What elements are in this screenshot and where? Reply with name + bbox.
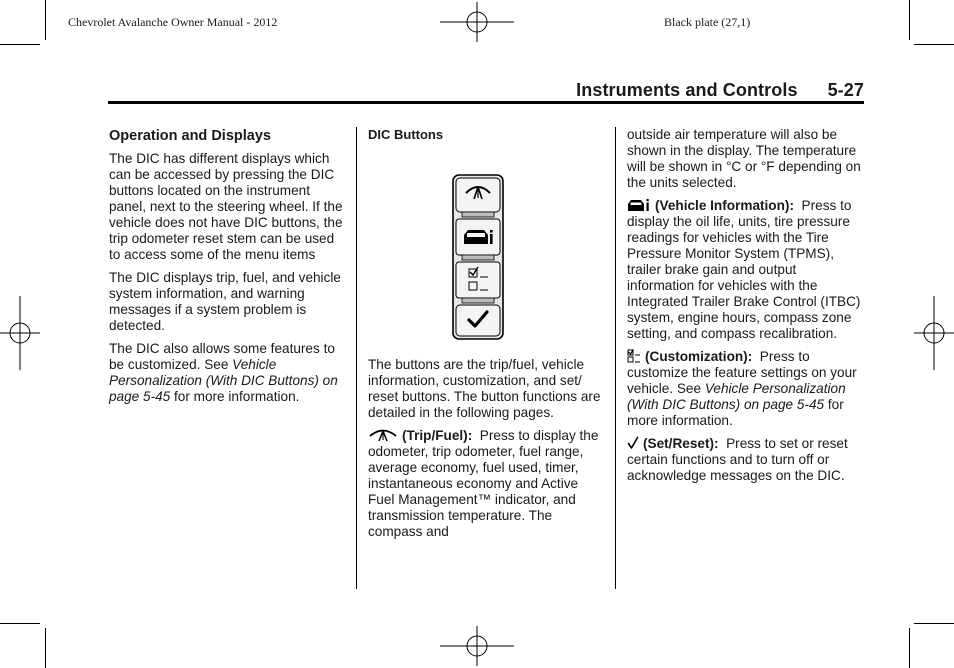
paragraph-vehicle-information <box>627 198 867 342</box>
text: Press to display the oil life, units, tire pressure readings for vehicles with the Tire Pressure Monitor System (TPMS), trailer brake gain and output information for vehicles with the Integrated Trailer Brake Control (ITBC) system, engine hours, compass zone setting, and compass recalibration. <box>627 198 861 341</box>
paragraph: The buttons are the trip/fuel, vehicle information, customization, and set/ reset buttons. The button functions are detailed in the following pages. <box>368 357 601 420</box>
page-number: 5-27 <box>827 80 864 100</box>
crop-mark <box>0 44 40 45</box>
trip-fuel-label: (Trip/Fuel): <box>402 428 473 443</box>
set-reset-label: (Set/Reset): <box>643 436 719 451</box>
crop-mark <box>914 44 954 45</box>
text: Press to display the odometer, trip odometer, fuel range, average economy, fuel used, timer, instantaneous economy and Active Fuel Management™ indicator, and transmission temperature. The compass and <box>368 428 599 539</box>
vehicle-information-icon <box>627 198 651 212</box>
registration-mark-icon <box>914 296 954 370</box>
section-title: Instruments and Controls <box>576 80 798 100</box>
cross-reference-link[interactable]: Vehicle Personalization (With DIC Buttons) on page 5-45 <box>109 357 338 404</box>
crop-mark <box>45 0 46 40</box>
paragraph-customization <box>627 349 867 429</box>
column-1 <box>109 127 349 412</box>
paragraph: outside air temperature will also be shown in the display. The temperature will be shown in °C or °F depending on the units selected. <box>627 127 861 190</box>
crop-mark <box>45 628 46 668</box>
column-2-body <box>368 357 608 547</box>
paragraph-trip-fuel <box>368 428 608 540</box>
cross-reference-link[interactable]: Vehicle Personalization (With DIC Buttons) on page 5-45 <box>627 381 846 412</box>
registration-mark-icon <box>0 296 40 370</box>
checkmark-icon <box>627 436 639 450</box>
text: The DIC also allows some features to be customized. See <box>109 341 335 372</box>
heading-dic-buttons: DIC Buttons <box>368 127 444 142</box>
manual-title: Chevrolet Avalanche Owner Manual - 2012 <box>68 15 278 29</box>
vehicle-information-label: (Vehicle Information): <box>655 198 794 213</box>
paragraph: The DIC has different displays which can be accessed by pressing the DIC buttons located on the instrument panel, next to the steering wheel. If the vehicle does not have DIC buttons, the trip odometer reset stem can be used to access some of the menu items <box>109 151 343 262</box>
header-rule <box>108 101 864 104</box>
crop-mark <box>914 623 954 624</box>
text: Press to customize the feature settings on your vehicle. See <box>627 349 857 396</box>
dic-buttons-illustration <box>452 174 504 340</box>
paragraph <box>109 341 349 405</box>
column-3 <box>627 127 867 491</box>
paragraph: The DIC displays trip, fuel, and vehicle system information, and warning messages if a system problem is detected. <box>109 270 341 333</box>
customization-icon <box>627 349 641 363</box>
crop-mark <box>0 623 40 624</box>
plate-label: Black plate (27,1) <box>664 15 751 29</box>
customization-label: (Customization): <box>645 349 753 364</box>
column-divider <box>615 127 616 589</box>
paragraph-set-reset <box>627 436 867 484</box>
crop-mark <box>909 0 910 40</box>
trip-fuel-icon <box>368 428 398 442</box>
text: Press to set or reset certain functions and to turn off or acknowledge messages on the DIC. <box>627 436 848 483</box>
text: for more information. <box>627 397 844 428</box>
text: for more information. <box>170 389 300 404</box>
crop-mark <box>909 628 910 668</box>
heading-operation-displays: Operation and Displays <box>109 128 271 144</box>
column-divider <box>356 127 357 589</box>
registration-mark-icon <box>440 626 514 666</box>
column-2 <box>368 127 606 147</box>
section-header <box>576 80 864 101</box>
registration-mark-icon <box>440 2 514 42</box>
